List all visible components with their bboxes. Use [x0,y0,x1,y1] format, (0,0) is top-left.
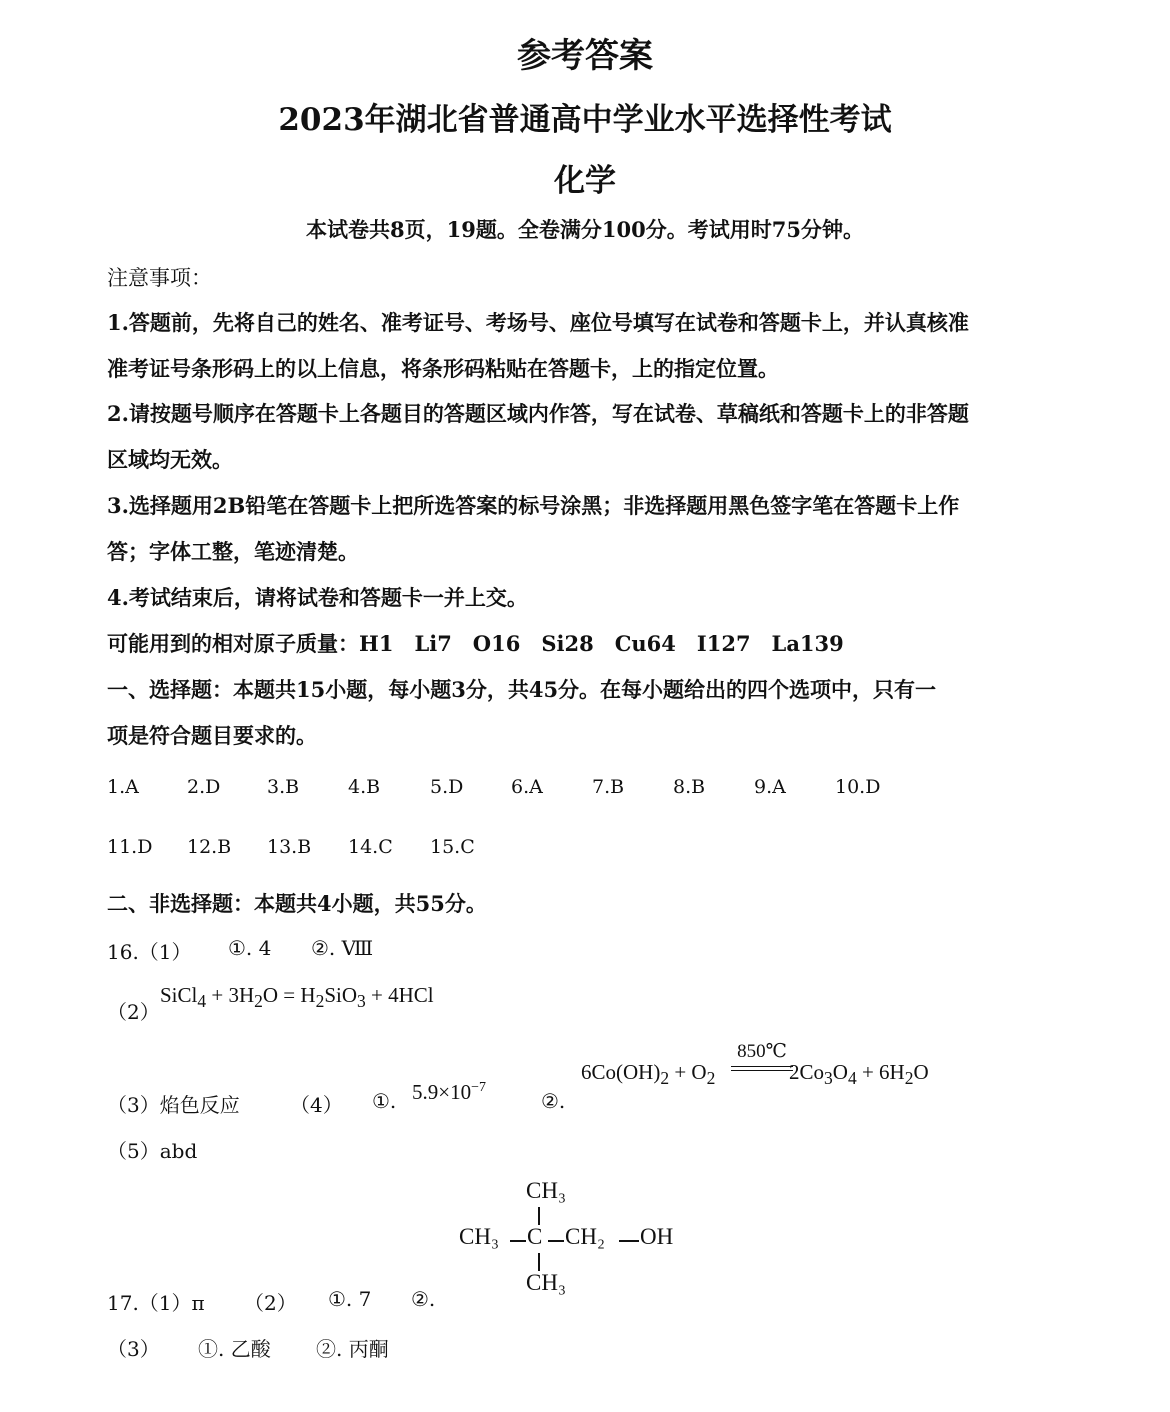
note-line: 4.考试结束后，请将试卷和答题卡一并上交。 [107,585,528,610]
q16-ksp-value: $5.9\times 10^{-7}$ [412,1080,486,1104]
answer-item: 1.A [107,776,139,798]
q16-equation-hydrolysis: SiCl$_4$ + $3H_2O = H_2SiO_3 + 4HCl$ [160,983,434,1012]
q17-part2-answer-a: ①. 7 [328,1287,372,1311]
answer-item: 7.B [592,776,625,798]
note-line: 准考证号条形码上的以上信息，将条形码粘贴在答题卡，上的指定位置。 [107,356,779,381]
structure-hydroxyl: OH [640,1224,674,1249]
answer-title: 参考答案 [517,36,653,76]
structure-bond-right [548,1240,564,1242]
section1-heading: 一、选择题：本题共15小题，每小题3分，共45分。在每小题给出的四个选项中，只有一 [107,677,937,702]
notes-heading: 注意事项： [107,266,212,290]
answer-item: 12.B [187,836,232,858]
note-line: 区域均无效。 [107,447,233,472]
answer-item: 4.B [348,776,381,798]
exam-info: 本试卷共8页，19题。全卷满分100分。考试用时75分钟。 [306,217,864,242]
exam-title: 2023年湖北省普通高中学业水平选择性考试 [278,102,892,138]
answer-item: 8.B [673,776,706,798]
section1-heading-cont: 项是符合题目要求的。 [107,723,317,748]
structure-bond-top [538,1207,540,1225]
q16-part4-answer-b-label: ②. [541,1089,566,1113]
q16-part4-label: （4） [290,1093,343,1117]
answer-item: 10.D [835,776,881,798]
q17-part2-answer-b-label: ②. [411,1287,436,1311]
structure-bond-oh [619,1240,639,1242]
answer-item: 3.B [267,776,300,798]
q16-part5-answer: （5）abd [107,1139,198,1163]
reaction-condition: 850℃ [737,1041,787,1062]
answer-item: 11.D [107,836,153,858]
q16-part4-answer-a-label: ①. [372,1089,397,1113]
structure-bond-left [510,1240,526,1242]
subject-title: 化学 [554,163,616,199]
answer-item: 2.D [187,776,221,798]
structure-bottom-methyl: CH₃ [526,1270,566,1295]
note-line: 答；字体工整，笔迹清楚。 [107,539,359,564]
answer-item: 5.D [430,776,464,798]
answer-item: 15.C [430,836,475,858]
q17-part3-label: （3） [107,1337,160,1361]
answer-item: 6.A [511,776,543,798]
q17-part2-label: （2） [244,1291,297,1315]
structure-methylene: CH₂ [565,1224,605,1249]
structure-left-methyl: CH₃ [459,1224,499,1249]
answer-item: 9.A [754,776,786,798]
section2-heading: 二、非选择题：本题共4小题，共55分。 [107,891,487,916]
answer-item: 14.C [348,836,393,858]
q17-part1: 17.（1）π [107,1291,205,1315]
q16-part2-label: （2） [107,1000,160,1024]
answer-item: 13.B [267,836,312,858]
structure-central-carbon: C [527,1224,543,1249]
structure-top-methyl: CH₃ [526,1178,566,1203]
note-line: 1.答题前，先将自己的姓名、准考证号、考场号、座位号填写在试卷和答题卡上，并认真核准 [107,310,969,335]
q16-part1-answer-b: ②. Ⅷ [311,936,374,960]
note-line: 3.选择题用2B铅笔在答题卡上把所选答案的标号涂黑；非选择题用黑色签字笔在答题卡上作 [107,493,960,518]
q17-part3-answer-a: ①. 乙酸 [198,1337,271,1361]
structure-bond-bottom [538,1253,540,1271]
q16-part3-answer: （3）焰色反应 [107,1093,240,1117]
q16-part1-answer-a: ①. 4 [228,936,272,960]
note-line: 2.请按题号顺序在答题卡上各题目的答题区域内作答，写在试卷、草稿纸和答题卡上的非答题 [107,401,969,426]
q16-part1-label: 16.（1） [107,940,192,964]
q17-part3-answer-b: ②. 丙酮 [316,1337,389,1361]
equals-sign [731,1066,793,1071]
atomic-mass-line: 可能用到的相对原子质量：H1 Li7 O16 Si28 Cu64 I127 La139 [107,631,844,656]
